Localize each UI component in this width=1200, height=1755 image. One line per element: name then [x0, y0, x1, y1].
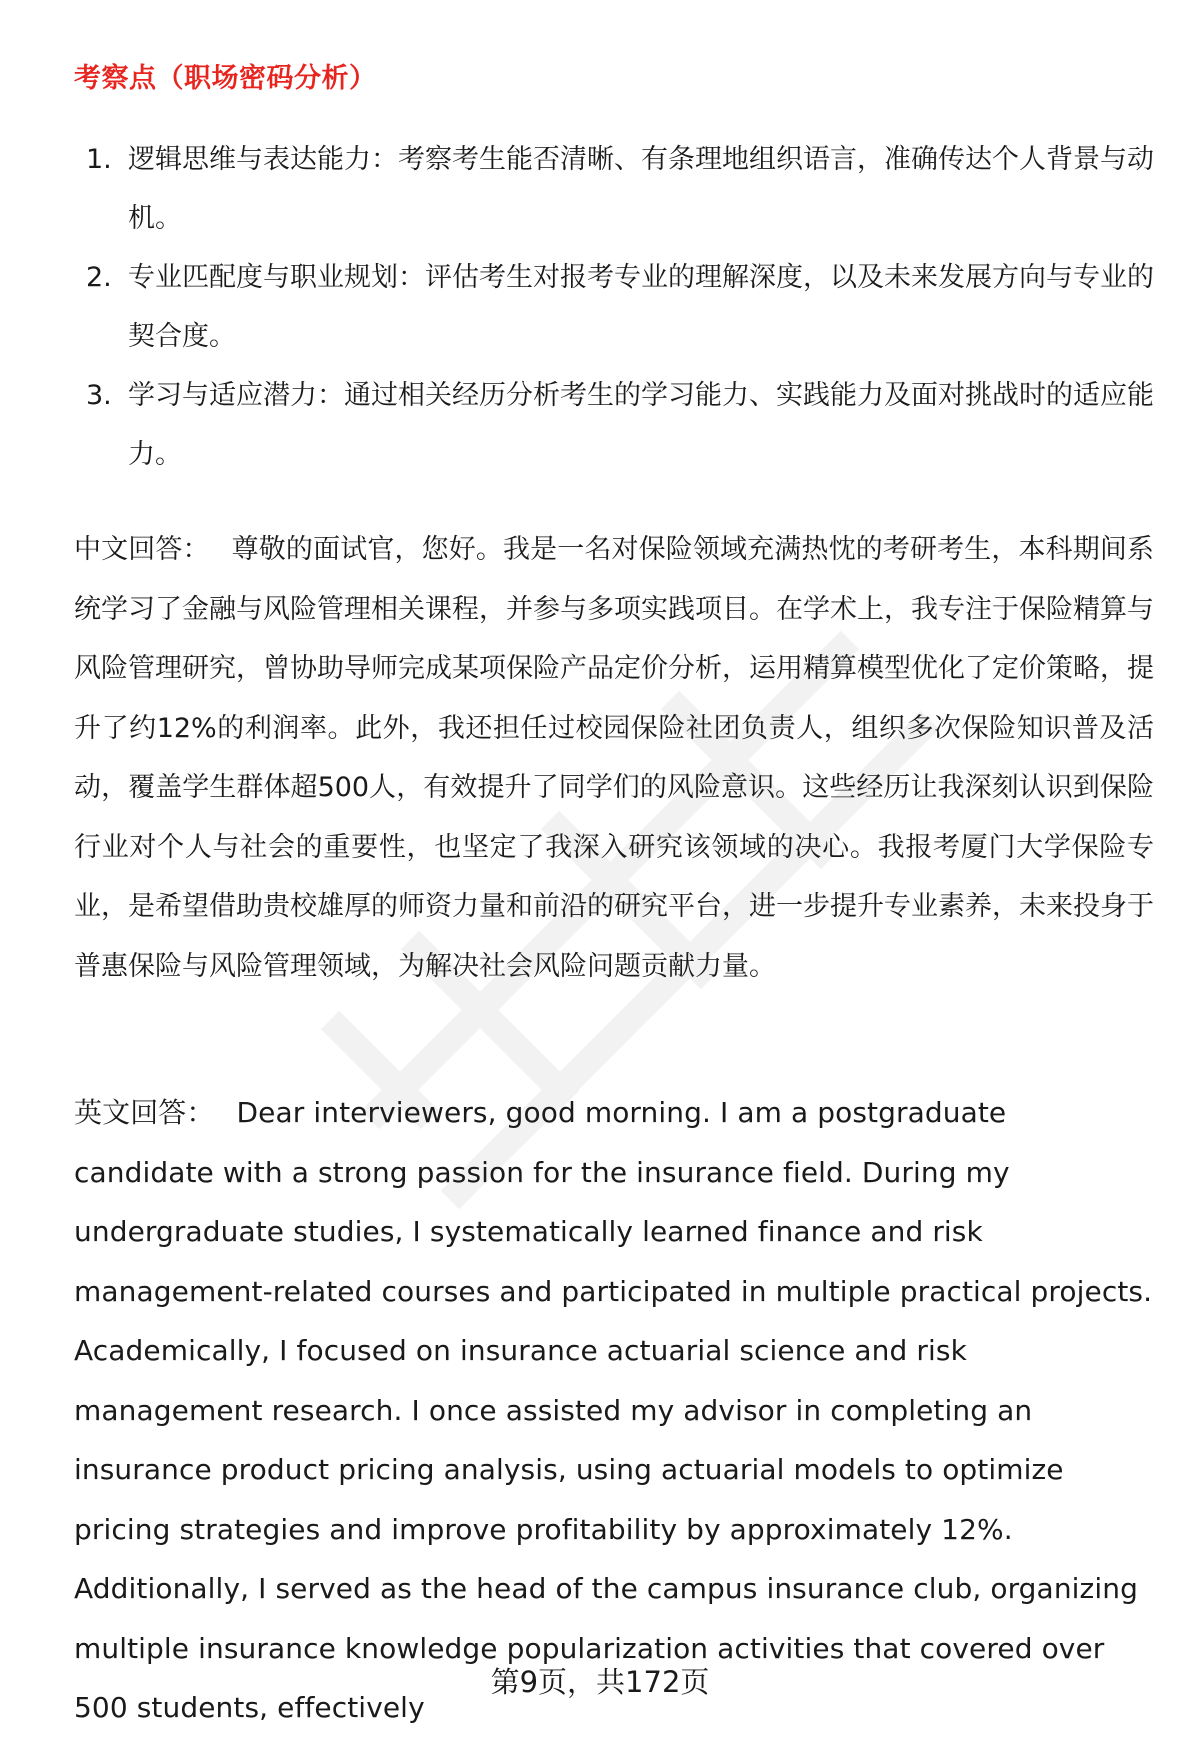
chinese-answer-text: 尊敬的面试官，您好。我是一名对保险领域充满热忱的考研考生，本科期间系统学习了金融与风险管理相关课程，并参与多项实践项目。在学术上，我专注于保险精算与风险管理研究，曾协助导师完成某项保险产品定价分析，运用精算模型优化了定价策略，提升了约12%的利润率。此外，我还担任过校园保险社团负责人，组织多次保险知识普及活动，覆盖学生群体超500人，有效提升了同学们的风险意识。这些经历让我深刻认识到保险行业对个人与社会的重要性，也坚定了我深入研究该领域的决心。我报考厦门大学保险专业，是希望借助贵校雄厚的师资力量和前沿的研究平台，进一步提升专业素养，未来投身于普惠保险与风险管理领域，为解决社会风险问题贡献力量。	[74, 534, 1155, 982]
list-item-text: 专业匹配度与职业规划：评估考生对报考专业的理解深度，以及未来发展方向与专业的契合度。	[128, 262, 1154, 352]
english-answer-label: 英文回答：	[74, 1096, 215, 1129]
list-item	[74, 130, 1154, 248]
english-answer-paragraph	[74, 1083, 1154, 1738]
list-item-text: 逻辑思维与表达能力：考察考生能否清晰、有条理地组织语言，准确传达个人背景与动机。	[128, 144, 1154, 234]
list-item-number: 1.	[86, 144, 112, 175]
assessment-points-list	[74, 130, 1154, 484]
page-number-footer: 第9页，共172页	[490, 1665, 710, 1699]
list-item-text: 学习与适应潜力：通过相关经历分析考生的学习能力、实践能力及面对挑战时的适应能力。	[128, 380, 1154, 470]
list-item	[74, 248, 1154, 366]
section-title: 考察点（职场密码分析）	[74, 63, 377, 94]
chinese-answer-paragraph	[74, 520, 1154, 996]
list-item	[74, 366, 1154, 484]
list-item-number: 3.	[86, 380, 112, 411]
list-item-number: 2.	[86, 262, 112, 293]
english-answer-text: Dear interviewers, good morning. I am a postgraduate candidate with a strong passion for the insurance field. During my undergraduate studies, I systematically learned finance and risk management-related courses and participated in multiple practical projects. Academically, I focused on insurance actuarial science and risk management research. I once assisted my advisor in completing an insurance product pricing analysis, using actuarial models to optimize pricing strategies and improve profitability by approximately 12%. Additionally, I served as the head of the campus insurance club, organizing multiple insurance knowledge popularization activities that covered over 500 students, effectively	[74, 1096, 1153, 1724]
chinese-answer-label: 中文回答：	[74, 534, 210, 565]
